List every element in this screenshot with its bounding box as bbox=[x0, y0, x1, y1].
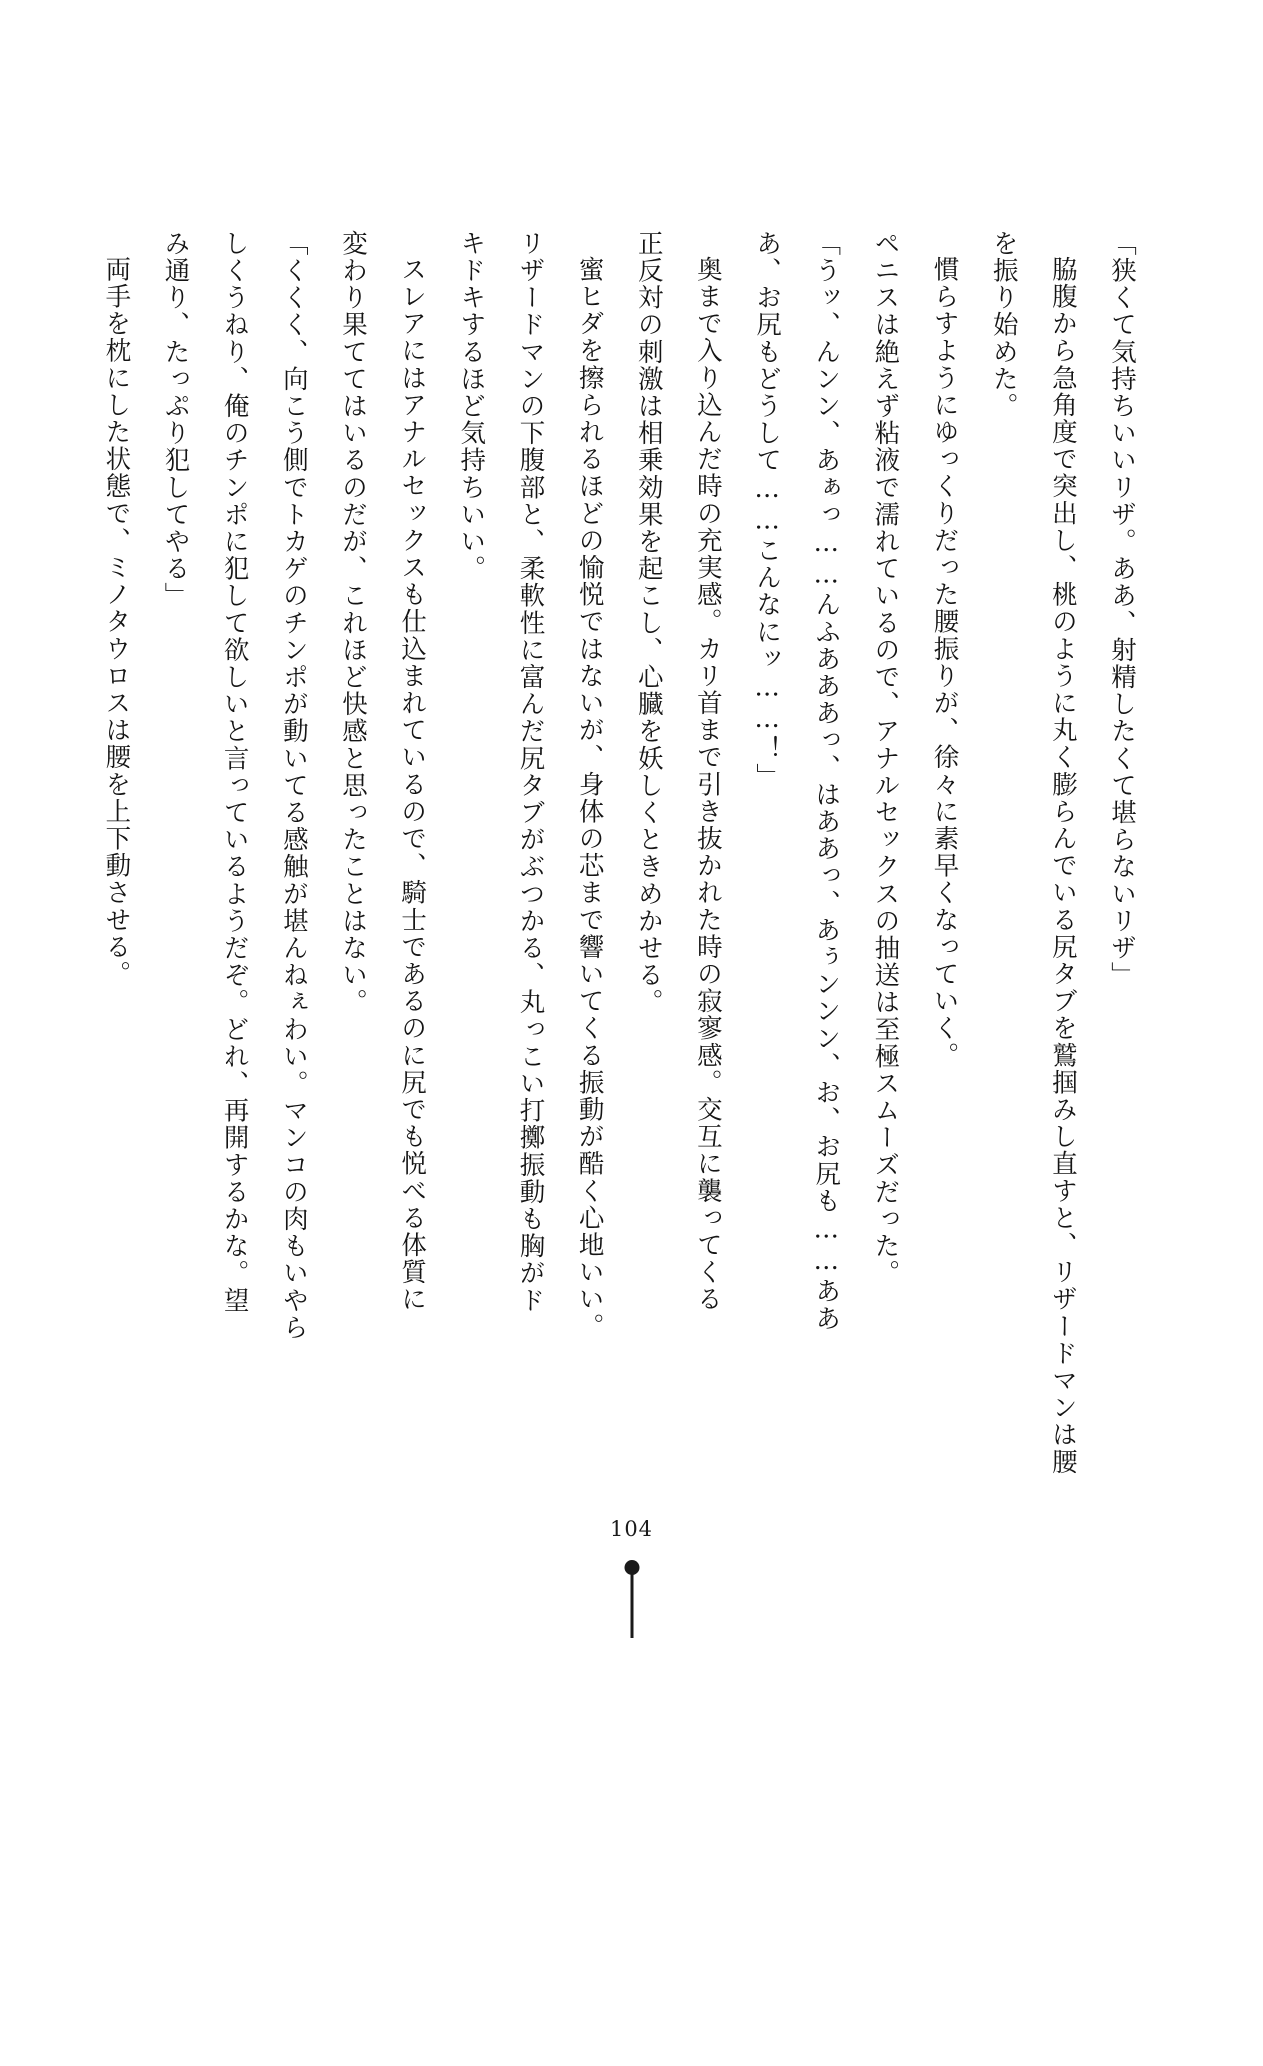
paragraph: 奥まで入り込んだ時の充実感。カリ首まで引き抜かれた時の寂寥感。交互に襲ってくる bbox=[692, 255, 723, 1313]
paragraph: 「狭くて気持ちいいリザ。ああ、射精したくて堪らないリザ」 bbox=[1107, 230, 1137, 989]
paragraph: 正反対の刺激は相乗効果を起こし、心臓を妖しくときめかせる。 bbox=[633, 230, 664, 1016]
paragraph: キドキするほど気持ちいい。 bbox=[456, 230, 487, 583]
paragraph: ペニスは絶えず粘液で濡れているので、アナルセックスの抽送は至極スムーズだった。 bbox=[870, 230, 901, 1287]
vertical-text-body bbox=[101, 230, 1151, 1480]
paragraph: 「くくく、向こう側でトカゲのチンポが動いてる感触が堪んねぇわい。マンコの肉もいやら bbox=[278, 230, 309, 1342]
ornament-stem bbox=[630, 1574, 633, 1638]
ornament-dot bbox=[624, 1560, 639, 1575]
paragraph: 蜜ヒダを擦られるほどの愉悦ではないが、身体の芯まで響いてくる振動が酷く心地いい。 bbox=[574, 255, 605, 1340]
paragraph: 脇腹から急角度で突出し、桃のように丸く膨らんでいる尻タブを鷲掴みし直すと、リザードマンは腰を振り始めた。 bbox=[988, 230, 1078, 1475]
paragraph: 変わり果ててはいるのだが、これほど快感と思ったことはない。 bbox=[337, 230, 368, 1016]
paragraph: あ、お尻もどうして……こんなにッ……！」 bbox=[752, 230, 783, 790]
bottom-ornament-icon bbox=[619, 1560, 645, 1640]
paragraph: み通り、たっぷり犯してやる」 bbox=[160, 230, 191, 610]
paragraph: 「うッ、んンン、あぁっ……んふあああっ、はああっ、あぅンンン、お、お尻も……ああ bbox=[811, 230, 842, 1332]
paragraph: スレアにはアナルセックスも仕込まれているので、騎士であるのに尻でも悦べる体質に bbox=[397, 255, 428, 1313]
paragraph: しくうねり、俺のチンポに犯して欲しいと言っているようだぞ。どれ、再開するかな。望 bbox=[219, 230, 250, 1314]
paragraph: 両手を枕にした状態で、ミノタウロスは腰を上下動させる。 bbox=[101, 255, 132, 988]
paragraph: リザードマンの下腹部と、柔軟性に富んだ尻タブがぶつかる、丸っこい打擲振動も胸がド bbox=[515, 230, 546, 1314]
paragraph: 慣らすようにゆっくりだった腰振りが、徐々に素早くなっていく。 bbox=[929, 255, 960, 1069]
page-number: 104 bbox=[609, 1517, 654, 1541]
